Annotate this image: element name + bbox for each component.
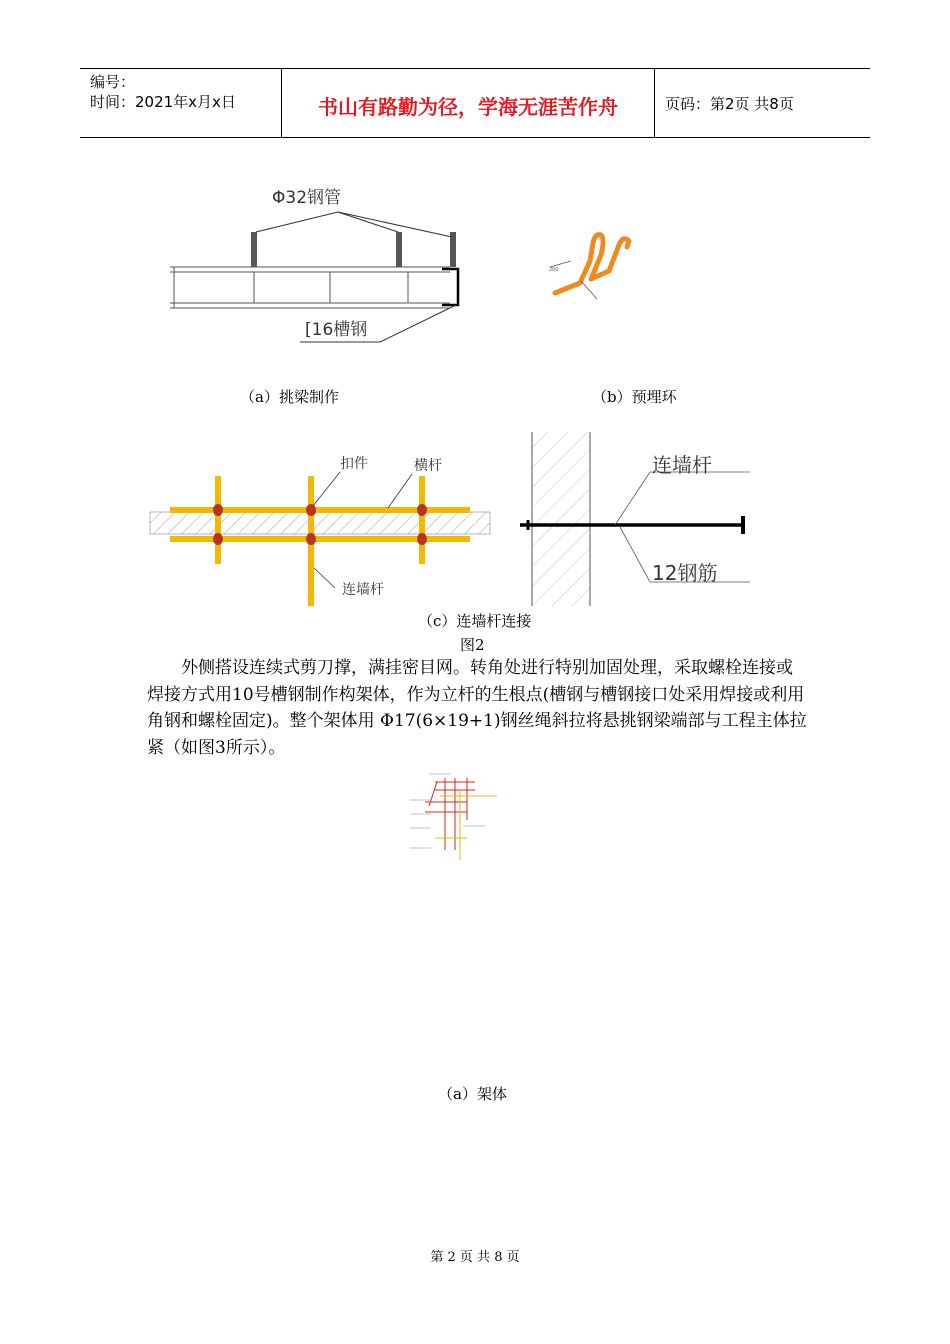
header-motto: 书山有路勤为径，学海无涯苦作舟 <box>318 95 618 119</box>
tie-bar-label: 连墙杆 <box>342 582 384 598</box>
figure-3-caption: （a）架体 <box>438 1085 507 1103</box>
rebar-label: 12钢筋 <box>652 561 718 585</box>
figure-2-title: 图2 <box>460 636 485 654</box>
clamp-label: 扣件 <box>340 456 368 472</box>
figure-a-caption: （a）挑梁制作 <box>240 388 339 406</box>
figure-c-scaffold-drawing <box>140 448 500 613</box>
figure-b-caption: （b）预埋环 <box>592 388 677 406</box>
date-label: 时间：2021年x月x日 <box>90 93 236 111</box>
figure-c-caption: （c）连墙杆连接 <box>418 612 532 630</box>
page-footer: 第 2 页 共 8 页 <box>430 1250 520 1265</box>
number-label: 编号： <box>90 73 136 91</box>
pipe-label: Φ32钢管 <box>272 188 342 208</box>
header-meta <box>90 72 236 112</box>
figure-a-beam-drawing <box>160 175 480 355</box>
ring-dimension: 200 <box>549 267 559 273</box>
page-header <box>80 68 870 138</box>
channel-label: [16槽钢 <box>305 320 368 340</box>
body-paragraph <box>147 655 807 761</box>
figure-b-ring-drawing <box>535 215 655 325</box>
body-text: 外侧搭设连续式剪刀撑，满挂密目网。转角处进行特别加固处理，采取螺栓连接或焊接方式用10号槽钢制作构架体，作为立杆的生根点(槽钢与槽钢接口处采用焊接或利用角钢和螺栓固定)。整个架体用 Φ17(6×19+1)钢丝绳斜拉将悬挑钢梁端部与工程主体拉紧（如图3所示）。 <box>147 658 807 758</box>
header-page-number: 页码：第2页 共8页 <box>665 95 794 113</box>
figure-3-frame-drawing <box>405 770 500 862</box>
header-divider <box>654 69 655 137</box>
tie-bar-label-right: 连墙杆 <box>652 453 712 477</box>
crossbar-label: 横杆 <box>414 458 442 474</box>
figure-c-wall-drawing <box>510 430 760 610</box>
